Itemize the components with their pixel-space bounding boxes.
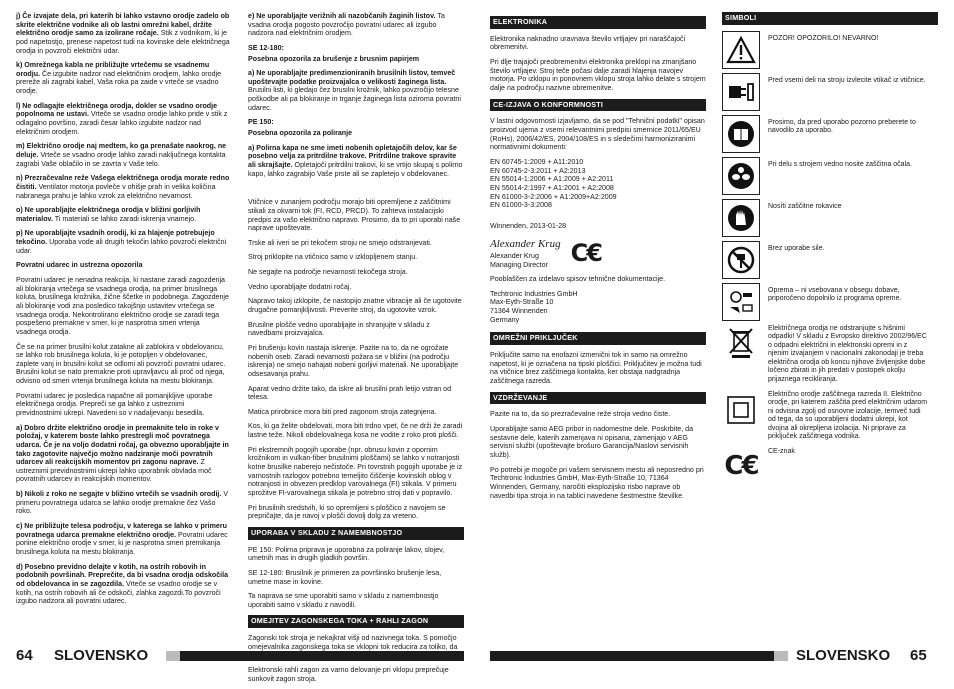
paragraph xyxy=(248,666,464,683)
left-column-2 xyxy=(248,12,464,689)
page-number: 64 xyxy=(16,647,33,664)
subheading: Povratni udarec in ustrezna opozorila xyxy=(16,261,143,270)
gloves-icon xyxy=(722,199,760,237)
body-text: Brusilne plošče vedno uporabljajte in shranjujte v skladu z navedbami proizvajalca. xyxy=(248,320,430,338)
footer-bar xyxy=(180,651,464,661)
body-text: Trske ali iveri se pri tekočem stroju ne smejo odstranjevati. xyxy=(248,238,432,247)
address-line: 71364 Winnenden xyxy=(490,307,548,316)
paragraph xyxy=(248,569,464,586)
no-impact-icon xyxy=(722,241,760,279)
section-header-simboli: SIMBOLI xyxy=(722,12,938,25)
body-text: SE 12-180: Brusilnik je primeren za površinsko brušenje lesa, umetne mase in kovine. xyxy=(248,568,442,586)
body-text: V primeru povratnega udarca se lahko orodje premakne čez Vašo roko. xyxy=(16,490,229,516)
body-text: Pri brušenju kovin nastaja iskrenje. Pazite na to, da ne ogrožate nobenih oseb. Zaradi nevarnosti požara se v bližini (na področju iskrenja) ne smejo nahajati nobeni gorljivi materiali. Ne uporabljajte odsesavanja prahu. xyxy=(248,343,459,378)
body-text: Povratni udarec poriine električno orodje v smer, ki je nasprotna smeri premikanja brusilnega koluta na mestu blokiranja. xyxy=(16,530,228,556)
body-text: Pri brusilnih sredstvih, ki so opremljeni s ploščico z navojem se prepričajte, da je navoj v plošči dovolj dolg za vreteno. xyxy=(248,503,446,521)
footer-bar-light xyxy=(774,651,788,661)
address xyxy=(490,290,706,325)
paragraph xyxy=(248,12,464,38)
symbol-row xyxy=(722,31,938,69)
body-text: Vedno uporabljajte dodatni ročaj. xyxy=(248,282,352,291)
section-header: OMEJITEV ZAGONSKEGA TOKA + RAHLI ZAGON xyxy=(248,615,464,628)
bold-text: m) Električno orodje naj medtem, ko ga prenašate naokrog, ne deluje. xyxy=(16,142,227,159)
paragraph xyxy=(16,522,232,557)
body-text: Stik z vodnikom, ki je pod napetostjo, prenese napetost tudi na kovinske dele električnega orodja in povzroči električni udar. xyxy=(16,29,230,55)
place-date: Winnenden, 2013-01-28 xyxy=(490,221,567,230)
body-text: Aparat vedno držite tako, da iskre ali brusilni prah letijo vstran od telesa. xyxy=(248,384,452,402)
paragraph xyxy=(248,504,464,521)
paragraph xyxy=(16,142,232,168)
bold-text: Posebna opozorila za poliranje xyxy=(248,129,353,138)
paragraph xyxy=(16,563,232,606)
body-text: Elektronski rahli zagon za varno delovanje pri vklopu preprečuje sunkovit zagon stroja. xyxy=(248,666,449,683)
bold-text: n) Prezračevalne reže Vašega električnega orodja morate redno čistiti. xyxy=(16,174,230,191)
paragraph xyxy=(16,490,232,516)
signature xyxy=(490,238,561,269)
body-text: Z ustreznimi previdnostnimi ukrepi lahko uporabnik obvlada moč povratnih udarcev in reakcijskih momentov. xyxy=(16,458,212,484)
bold-text: Posebna opozorila za brušenje z brusnim papirjem xyxy=(248,54,420,63)
norm-item: EN 61000-3-2:2006 + A1:2009+A2:2009 xyxy=(490,192,617,201)
paragraph xyxy=(16,276,232,336)
bold-text: d) Posebno previdno delajte v kotih, na ostrih robovih in podobnih površinah. Preprečite, da bi vsadna orodja odskočila od obdelovanca in se zagozdila. xyxy=(16,562,229,588)
body-text: Ventilator motorja povleče v ohišje prah in velika količina nabranega prahu je lahko vzrok za električno nevarnost. xyxy=(16,182,216,200)
paragraph xyxy=(248,321,464,338)
read-manual-icon xyxy=(722,115,760,153)
section-header-omrezni: OMREŽNI PRIKLJUČEK xyxy=(490,332,706,345)
bold-text: p) Ne uporabljajte vsadnih orodij, ki za hlajenje potrebujejo tekočino. xyxy=(16,229,215,247)
paragraph xyxy=(248,239,464,248)
body-text: Kos, ki ga želite obdelovati, mora biti trdno vpet, če ne drži že zaradi lastne teže. Nikoli obdelovalnega kosa ne vodite z roko proti plošči. xyxy=(248,422,463,440)
right-column-1 xyxy=(490,12,706,506)
paragraph xyxy=(248,385,464,402)
norm-item: EN 60745-1:2009 + A11:2010 xyxy=(490,157,584,166)
paragraph xyxy=(248,344,464,379)
paragraph xyxy=(16,392,232,418)
bold-text: e) Ne uporabljajte verižnih ali nazobčanih žaginih listov. xyxy=(248,12,436,20)
section-header-vzdrzevanje: VZDRŽEVANJE xyxy=(490,392,706,405)
body-text: Vrteče se vsadno orodje se v kotih, na ostrih robovih ali če odskoči, zlahka zagozdi.To povzroči izgubo nadzora ali povratni udarec. xyxy=(16,579,221,606)
bold-text: l) Ne odlagajte električnega orodja, dokler se vsadno orodje popolnoma ne ustavi. xyxy=(16,101,218,119)
paragraph: Po potrebi je mogoče pri vašem servisnem mestu ali neposredno pri Techtronic Industries GmbH, Max-Eyth-Straße 10, 71364 Winnenden, Germany, naročiti eksplozijsko risbo naprave ob navedbi tipa stroja in na tablici navedene šestmestne številke. xyxy=(490,465,704,500)
section-header-ce: CE-IZJAVA O KONFORMNOSTI xyxy=(490,99,706,112)
bold-text: j) Če izvajate dela, pri katerih bi lahko vstavno orodje zadelo ob skrite električne vodnike ali ob lastni omrežni kabel, držite električno orodje samo za izolirane ročaje. xyxy=(16,12,230,38)
bold-text: b) Nikoli z roko ne segajte v bližino vrtečih se vsadnih orodij. xyxy=(16,490,222,499)
paragraph xyxy=(248,408,464,417)
norm-item: EN 61000-3-3:2008 xyxy=(490,201,552,210)
symbol-text: POZOR! OPOZORILO! NEVARNO! xyxy=(768,34,879,42)
section-header-elektronika: ELEKTRONIKA xyxy=(490,16,706,29)
norm-item: EN 55014-1:2006 + A1:2009 + A2:2011 xyxy=(490,175,614,184)
paragraph: Pooblaščen za izdelavo spisov tehnične dokumentacije. xyxy=(490,275,666,284)
signer-name: Alexander Krug xyxy=(490,251,539,260)
footer-left xyxy=(16,647,464,665)
ce-mark-icon: C€ xyxy=(570,239,601,268)
body-text: Brusilni listi, ki gledajo čez brusilni krožnik, lahko povzročijo telesne poškodbe ali pa blokiranje in trganje žaginega lista oziroma povratni udarec. xyxy=(248,86,461,112)
signature-scribble: Alexander Krug xyxy=(490,238,561,251)
symbol-row xyxy=(722,241,938,279)
footer-bar-light xyxy=(166,651,180,661)
body-text: Če izgubite nadzor nad električnim orodjem, lahko orodje prereže ali zagrabi kabel, Vaša roka pa zaide v vrteče se vsadno orodje. xyxy=(16,69,222,96)
symbol-row xyxy=(722,115,938,153)
body-text: Vrteče se vsadno orodje lahko pride v stik z odlagalno površino, zaradi česar lahko izgubite nadzor nad električnim orodjem. xyxy=(16,110,228,136)
paragraph: Uporabljajte samo AEG pribor in nadomestne dele. Poskrbite, da sestavne dele, katerih zamenjava ni opisana, zamenjajo v AEG servisni službi (upoštevajte brošuro Garancija/Naslovi servisnih služb). xyxy=(490,425,694,460)
paragraph xyxy=(16,174,232,200)
paragraph xyxy=(16,206,232,223)
paragraph xyxy=(248,297,464,314)
unplug-icon xyxy=(722,73,760,111)
left-column-1 xyxy=(16,12,232,612)
symbol-text: Električnega orodja ne odstranjujte s hišnimi odpadki! V skladu z Evropsko direktivo 2002/96/EC o odpadni električni in elektronski opremi in z njenim izvajanjem v nacionalni zakonodaji je treba električna orodja ob koncu njihove življenjske dobe ločeno zbirati in jih predati v postopek okolju prijaznega recikliranja. xyxy=(768,324,927,383)
paragraph xyxy=(248,546,464,563)
weee-bin-icon xyxy=(722,325,760,363)
symbol-row xyxy=(722,73,938,111)
accessories-icon xyxy=(722,283,760,321)
paragraph: Pri dlje trajajoči preobremenitvi elektronika preklopi na zmanjšano število vrtljajev. Stroj teče počasi dalje zaradi hlajenja navojev motorja. Po izklopu in ponovnem vklopu stroja lahko delate s strojem dalje na področju nazivne obremenitve. xyxy=(490,58,706,92)
paragraph xyxy=(248,144,464,179)
symbol-row xyxy=(722,325,938,385)
page-number: 65 xyxy=(910,647,927,664)
signer-role: Managing Director xyxy=(490,260,548,269)
paragraph xyxy=(248,283,464,292)
page-title: SLOVENSKO xyxy=(796,647,891,664)
page-title: SLOVENSKO xyxy=(54,647,149,664)
symbol-text: CE-znak xyxy=(768,447,795,455)
body-text: PE 150: Polirna pripravа je uporabna za poliranje lakov, slojev, umetnih mas in drugih gladkih površin. xyxy=(248,545,445,563)
body-text: Ti materiali se lahko zaradi iskrenja vnamejo. xyxy=(52,214,197,223)
symbol-text: Nosíti zaščitne rokavice xyxy=(768,202,842,210)
body-text: Uporaba vode ali drugih tekočin lahko povzroči električni udar. xyxy=(16,238,227,255)
body-text: Matica prirobnice mora biti pred zagonom stroja zategnjena. xyxy=(248,407,437,416)
right-column-2 xyxy=(722,12,938,490)
body-text: Zagonski tok stroja je nekajkrat višji od nazivnega toka. S pomočjo omejevalnika zagonskega toka se vklopni tok reducira za toliko, da xyxy=(248,634,458,651)
bold-text: c) Ne približujte telesa področju, v katerega se lahko v primeru povratnega udarca premakne električno orodje. xyxy=(16,522,227,539)
symbol-row xyxy=(722,283,938,321)
paragraph: V lastni odgovornosti izjavljamo, da se pod "Tehnični podatki" opisan proizvod ujema z vsemi relevantnimi predpisi smernice 2011/65/EU (RoHs), 2006/42/ES, 2004/108/ES in s sledečimi harmoniziranimi normativnimi dokumenti: xyxy=(490,117,705,152)
address-line: Max-Eyth-Straße 10 xyxy=(490,298,554,307)
paragraph xyxy=(248,422,464,439)
address-line: Germany xyxy=(490,315,520,324)
paragraph: Elektronika naknadno uravnava število vrtljajev pri naraščajoči obremenitvi. xyxy=(490,34,686,52)
body-text: Vtičnice v zunanjem področju morajo biti opremljene z zaščitnimi stikali za okvarni tok (FI, RCD, PRCD). To zahteva instalacijski predpis za vašo električno napravo. Prosimo, da to pri uporabi naše naprave upoštevate. xyxy=(248,198,461,233)
paragraph xyxy=(16,12,232,55)
body-text: Povratni udarec je nenadna reakcija, ki nastane zaradi zagozdenja ali blokiranja vrtečega se vsadnega orodja, na primer brusilnega koluta, brusilnega krožnika, žične ščetke in podobnega. Zagozdenje ali blokiranje vodi zna posledico takojšnjo ustavitev vrtečega se vsadnega orodja. Nekontrolirano električno orodje se zaradi tega pospešeno premakne v smer, ki je nasprotna smeri vrtenja vsadnega orodja. xyxy=(16,276,229,336)
symbol-row xyxy=(722,157,938,195)
warning-triangle-icon xyxy=(722,31,760,69)
symbol-text: Pred vsemi deli na stroju izvlecite vtikač iz vtičnice. xyxy=(768,76,926,84)
paragraph xyxy=(16,102,232,137)
paragraph xyxy=(248,253,464,262)
subheading: PE 150: xyxy=(248,118,274,127)
paragraph xyxy=(16,343,232,386)
paragraph xyxy=(248,268,464,277)
paragraph xyxy=(16,229,232,255)
address-line: Techtronic Industries GmbH xyxy=(490,289,578,298)
class-ii-icon xyxy=(722,391,760,429)
body-text: Stroj priklopite na vtičnico samo v izklopljenem stanju. xyxy=(248,253,418,262)
paragraph xyxy=(248,198,464,233)
ce-mark-icon: C€ xyxy=(724,450,758,481)
body-text: Ta naprava se sme uporabiti samo v skladu z namembnostjo uporabiti samo v skladu z navodili. xyxy=(248,592,439,609)
paragraph xyxy=(248,44,464,63)
body-text: Pri ekstremnih pogojih uporabe (npr. obrusu kovin z opornim krožnikom in vulkan-fiber brusilnimi ploščami) se lahko v notranjosti kotne brusilke naberejo nečistoče. Pri tovrstnih pogojih uporabe je iz varnostnih razlogov potrebno temeljito čiščenje kovinskih oblog v notranjosti in obvezen predklop varovalnega (FI) stikala. V primeru sprožitve FI-varovalnega stikala je potrebno stroj dati v popravilo. xyxy=(248,445,463,497)
bold-text: a) Polirna kapa ne sme imeti nobenih opletajočih delov, kar še posebno velja za pritrdilne trakove. Pritrdilne trakove spravite ali skrajšajte. xyxy=(248,143,457,169)
section-header: UPORABA V SKLADU Z NAMEMBNOSTJO xyxy=(248,527,464,540)
subheading: SE 12-180: xyxy=(248,43,284,52)
symbol-text: Brez uporabe sile. xyxy=(768,244,825,252)
bold-text: o) Ne uporabljajte električnega orodja v bližini gorljivih materialov. xyxy=(16,206,201,223)
symbol-row xyxy=(722,448,938,486)
bold-text: k) Omrežnega kabla ne približujte vrtečemu se vsadnemu orodju. xyxy=(16,61,210,78)
paragraph: Priključite samo na enofazni izmenični tok in samo na omrežno napetost, ki je označena na tipski ploščici. Priključitev je možna tudi na vtičnice brez zaščitnega kontakta, ker obstaja nadgradnja zaščitnega razreda. xyxy=(490,351,702,386)
footer-right xyxy=(490,647,938,665)
paragraph: Pazite na to, da so prezračevalne reže stroja vedno čiste. xyxy=(490,410,671,419)
paragraph xyxy=(16,61,232,96)
symbol-row xyxy=(722,199,938,237)
body-text: Če se na primer brusilni kolut zatakne ali zablokira v obdelovancu, se lahko rob brusilnega koluta, ki je potopljen v obdelovanec, zaplete vanj in brusilni kolut se odlomi ali povzroči povratni udarec. Brusilni kolut se nato premakne proti upravljavcu ali proč od njega, odvisno od smeri vrtenja brusilnega koluta na mestu blokiranja. xyxy=(16,342,226,386)
body-text: Vrteče se vsadno orodje lahko zaradi naključnega kontakta zagrabi Vaše oblačilo in se zavrta v Vaše telo. xyxy=(16,150,226,168)
body-text: Napravo takoj izklopite, če nastopijo znatne vibracije ali če ugotovite drugačne pomanjkljivosti. Preverite stroj, da ugotovite vzrok. xyxy=(248,297,462,315)
body-text: Povratni udarec je posledica napačne ali pomanjkljive uporabe električnega orodja. Prepreči se ga lahko z ustreznimi previdnostnimi ukrepi. Navedeni so v nadaljevanju besedila. xyxy=(16,391,213,417)
footer-bar xyxy=(490,651,774,661)
paragraph xyxy=(16,424,232,484)
symbol-text: Pri delu s strojem vedno nosite zaščitna očala. xyxy=(768,160,912,168)
paragraph xyxy=(248,592,464,609)
body-text: Opletajoči pritrdilni trakovi, ki se vrtijo skupaj s polirno kapo, lahko zagrabijo Vaše prste ali se zapletejo v obdelovanec. xyxy=(248,160,463,178)
symbol-text: Električno orodje zaščitnega razreda II. Električno orodje, pri katerem zaščita pred električnim udarom ni odvisna zgolj od osnovne izolacije, temveč tudi od tega, da so uporabljeni dodatni ukrepi, kot dvojna ali okrepljena izolacija. Ni priprave za priključek zaščitnega vodnika. xyxy=(768,390,928,441)
norm-list xyxy=(490,158,706,210)
bold-text: a) Ne uporabljajte predimenzioniranih brusilnih listov, temveč upoštevajte podatke proizvajalca o velikosti žaginega lista. xyxy=(248,69,456,86)
signature-block xyxy=(490,238,706,269)
paragraph xyxy=(248,69,464,112)
symbol-row xyxy=(722,391,938,442)
body-text: Ta vsadna orodja pogosto povzročijo povratni udarec ali izgubo nadzora nad električnim orodjem. xyxy=(248,12,445,38)
paragraph xyxy=(248,118,464,137)
eye-protection-icon xyxy=(722,157,760,195)
paragraph xyxy=(248,446,464,498)
symbol-text: Prosimo, da pred uporabo pozorno preberete to navodilo za uporabo. xyxy=(768,118,916,135)
body-text: Ne segajte na področje nevarnosti tekočega stroja. xyxy=(248,268,408,277)
symbol-text: Oprema – ni vsebovana v obsegu dobave, priporočeno dopolnilo iz programa opreme. xyxy=(768,286,902,303)
spacer xyxy=(248,184,464,198)
bold-text: a) Dobro držite električno orodje in premaknite telo in roke v položaj, v katerem boste lahko prestregli moč povratnega udarca. Če je na voljo dodatni ročaj, ga obvezno uporabljajte in tako zagotovite največjo možno nadziranje moči povratnih udarcev ali reakcijskih momentov pri zagonu naprave. xyxy=(16,423,229,467)
norm-item: EN 60745-2-3:2011 + A2:2013 xyxy=(490,166,586,175)
paragraph xyxy=(16,261,232,270)
norm-item: EN 55014-2:1997 + A1:2001 + A2:2008 xyxy=(490,183,614,192)
